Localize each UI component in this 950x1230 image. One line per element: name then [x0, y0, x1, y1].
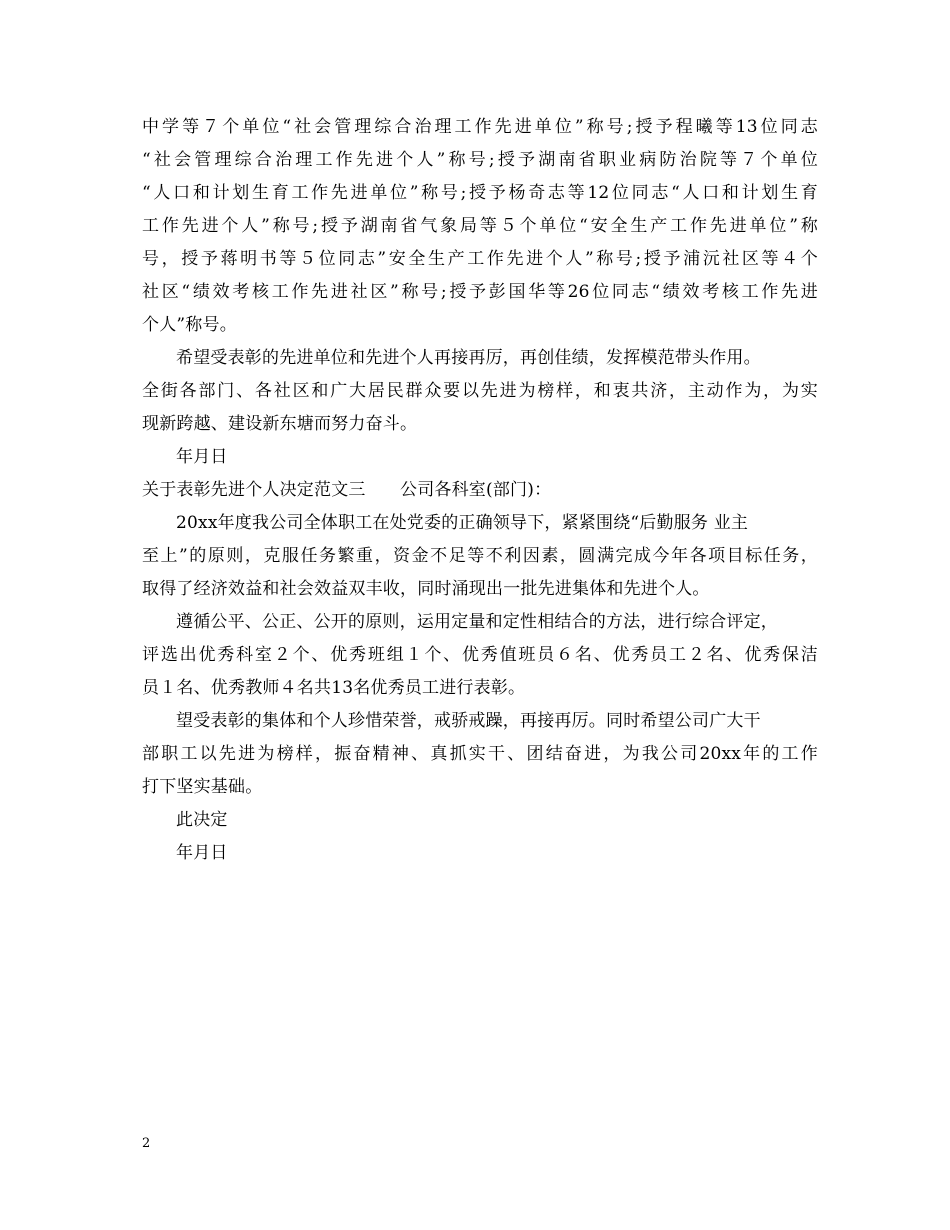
body-text-line: 员１名、优秀教师４名共13名优秀员工进行表彰。	[142, 678, 526, 698]
body-text-line: 至上”的原则，克服任务繁重，资金不足等不利因素，圆满完成今年各项目标任务，	[142, 546, 818, 566]
body-text-line: 号，授予蒋明书等５位同志”安全生产工作先进个人”称号;授予浦沅社区等４个	[142, 249, 818, 269]
page-number: 2	[142, 1136, 151, 1151]
body-text-line: 中学等７个单位“社会管理综合治理工作先进单位”称号;授予程曦等13位同志	[142, 117, 818, 137]
body-text-line: “人口和计划生育工作先进单位”称号;授予杨奇志等12位同志“人口和计划生育	[142, 183, 818, 203]
body-text-line: 个人”称号。	[142, 315, 237, 335]
body-text-line: 工作先进个人”称号;授予湖南省气象局等５个单位“安全生产工作先进单位”称	[142, 216, 818, 236]
body-text-line: 全街各部门、各社区和广大居民群众要以先进为榜样，和衷共济，主动作为，为实	[142, 381, 818, 401]
body-text-line: “社会管理综合治理工作先进个人”称号;授予湖南省职业病防治院等７个单位	[142, 150, 818, 170]
body-text-line: 取得了经济效益和社会效益双丰收，同时涌现出一批先进集体和先进个人。	[142, 579, 710, 599]
paragraph-first-line: 20xx年度我公司全体职工在处党委的正确领导下，紧紧围绕“后勤服务 业主	[176, 513, 749, 533]
date-line: 年月日	[176, 843, 228, 863]
body-text-line: 现新跨越、建设新东塘而努力奋斗。	[142, 414, 418, 434]
decision-closing: 此决定	[176, 810, 228, 830]
body-text-line: 评选出优秀科室２个、优秀班组１个、优秀值班员６名、优秀员工２名、优秀保洁	[142, 645, 818, 665]
paragraph-first-line: 希望受表彰的先进单位和先进个人再接再厉，再创佳绩，发挥模范带头作用。	[176, 348, 761, 368]
document-body	[142, 111, 818, 870]
body-text-line: 打下坚实基础。	[142, 777, 263, 797]
body-text-line: 部职工以先进为榜样，振奋精神、真抓实干、团结奋进，为我公司20xx年的工作	[142, 744, 818, 764]
section-heading: 关于表彰先进个人决定范文三 公司各科室(部门)：	[142, 480, 552, 500]
paragraph-first-line: 遵循公平、公正、公开的原则，运用定量和定性相结合的方法，进行综合评定，	[176, 612, 778, 632]
body-text-line: 社区“绩效考核工作先进社区”称号;授予彭国华等26位同志“绩效考核工作先进	[142, 282, 818, 302]
date-line: 年月日	[176, 447, 228, 467]
paragraph-first-line: 望受表彰的集体和个人珍惜荣誉，戒骄戒躁，再接再厉。同时希望公司广大干	[176, 711, 761, 731]
